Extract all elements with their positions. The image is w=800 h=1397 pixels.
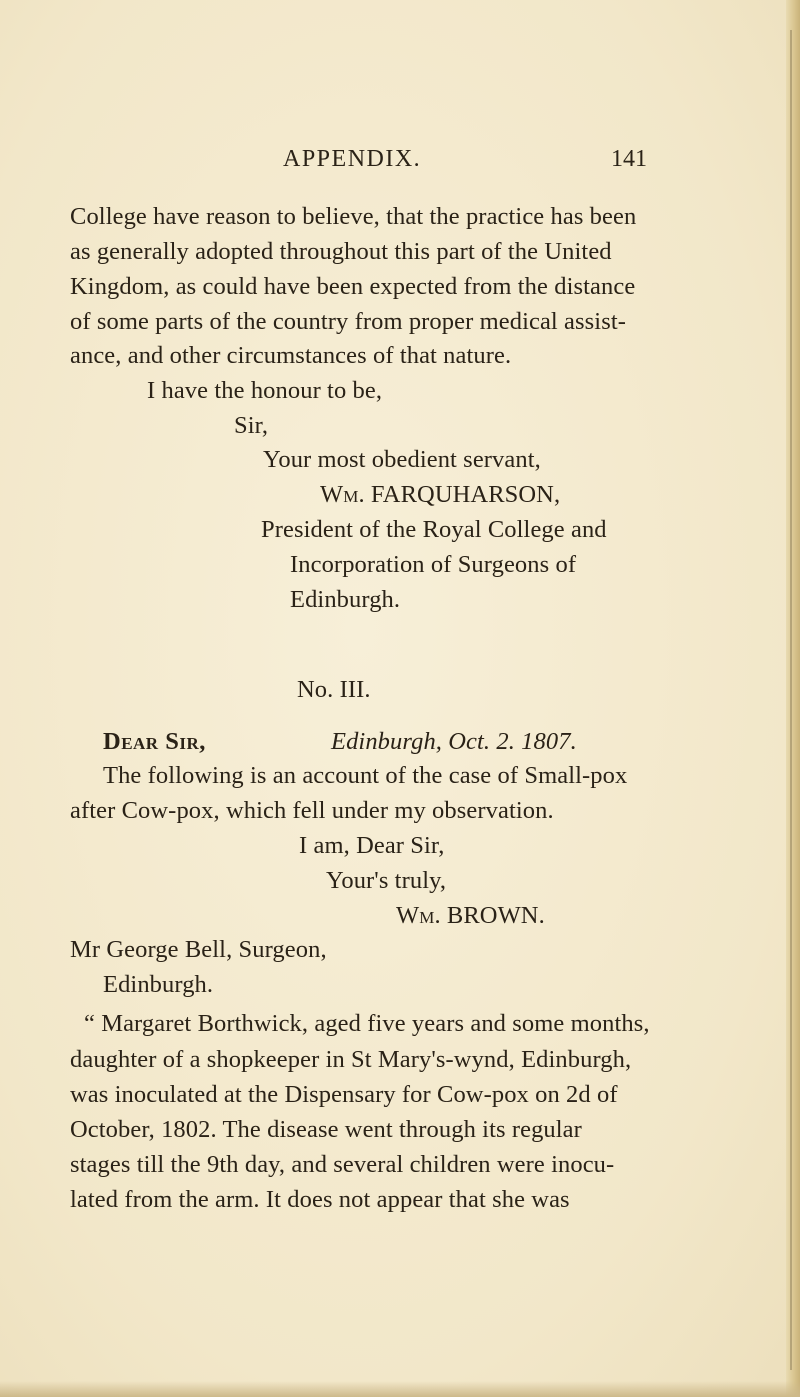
body-line: as generally adopted throughout this part of the United (70, 238, 612, 265)
page-number: 141 (611, 146, 647, 172)
closing-line: I am, Dear Sir, (299, 832, 445, 859)
valediction: Your most obedient servant, (263, 446, 541, 473)
body-line: of some parts of the country from proper medical assist- (70, 308, 627, 335)
closing-line: I have the honour to be, (147, 377, 383, 404)
salutation-close: Sir, (234, 412, 269, 439)
case-line: October, 1802. The disease went through its regular (70, 1116, 582, 1143)
body-line: after Cow-pox, which fell under my observation. (70, 797, 554, 824)
case-line: “ Margaret Borthwick, aged five years and some months, (84, 1010, 650, 1037)
case-line: stages till the 9th day, and several children were inocu- (70, 1151, 615, 1178)
signatory-title: Incorporation of Surgeons of (290, 551, 577, 578)
letter-number: No. III. (297, 676, 371, 703)
signature: Wm. FARQUHARSON, (320, 481, 561, 508)
case-line: daughter of a shopkeeper in St Mary's-wynd, Edinburgh, (70, 1046, 632, 1073)
body-line: ance, and other circumstances of that nature. (70, 342, 512, 369)
salutation: Dear Sir, (103, 728, 206, 755)
addressee: Edinburgh. (103, 971, 214, 998)
signatory-title: Edinburgh. (290, 586, 401, 613)
addressee: Mr George Bell, Surgeon, (70, 936, 327, 963)
case-line: lated from the arm. It does not appear that she was (70, 1186, 570, 1213)
valediction: Your's truly, (326, 867, 447, 894)
body-line: Kingdom, as could have been expected from the distance (70, 273, 636, 300)
case-line: was inoculated at the Dispensary for Cow-pox on 2d of (70, 1081, 618, 1108)
body-line: College have reason to believe, that the practice has been (70, 203, 637, 230)
page-edge (786, 0, 800, 1397)
dateline: Edinburgh, Oct. 2. 1807. (331, 728, 577, 755)
running-title: APPENDIX. (283, 146, 422, 172)
page-bottom-edge (0, 1381, 800, 1397)
signature: Wm. BROWN. (396, 902, 545, 929)
body-line: The following is an account of the case of Small-pox (103, 762, 628, 789)
signatory-title: President of the Royal College and (261, 516, 607, 543)
